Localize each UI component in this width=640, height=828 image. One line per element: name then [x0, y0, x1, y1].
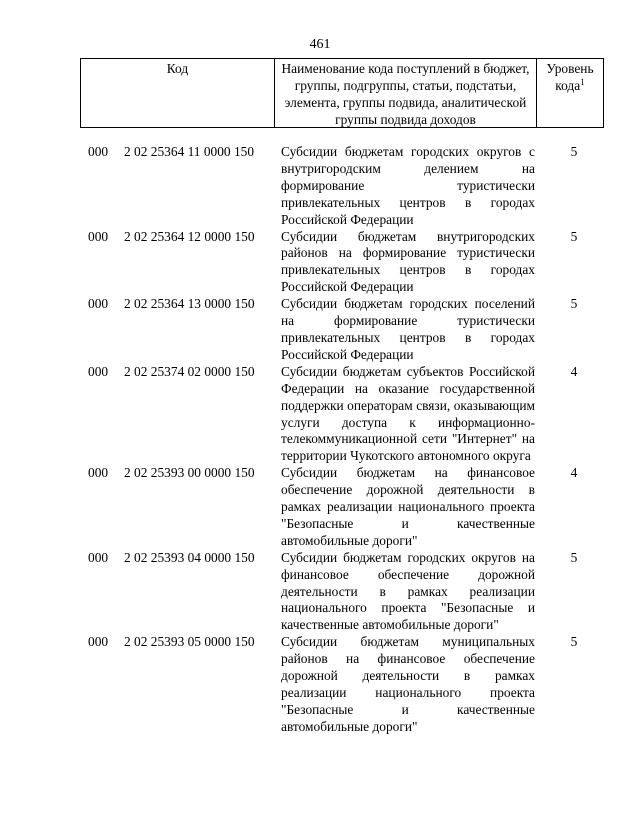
admin-code: 000: [88, 144, 109, 159]
code-level: 5: [570, 228, 578, 244]
code-level: 5: [570, 634, 578, 650]
income-name: Субсидии бюджетам городских поселений на формирование туристически привлекательных центров в городах Российской Федерации: [281, 296, 535, 362]
admin-code: 000: [88, 363, 109, 379]
header-name: Наименование кода поступлений в бюджет, группы, подгруппы, статьи, подстатьи, элемента, группы подвида, аналитической группы подвида доходов: [275, 59, 537, 127]
table-body: [0, 144, 640, 736]
income-code: 2 02 25374 02 0000 150: [124, 363, 255, 379]
income-code: 2 02 25393 00 0000 150: [124, 465, 255, 481]
table-row: [0, 296, 640, 364]
income-code: 2 02 25393 05 0000 150: [124, 634, 255, 650]
header-level-footnote: 1: [580, 76, 585, 87]
income-name: Субсидии бюджетам на финансовое обеспечение дорожной деятельности в рамках реализации национального проекта "Безопасные и качественные автомобильные дороги": [281, 465, 535, 548]
admin-code: 000: [88, 634, 109, 650]
code-level: 5: [570, 144, 578, 159]
admin-code: 000: [88, 549, 109, 565]
header-level-label: Уровень кода: [546, 61, 594, 93]
income-name: Субсидии бюджетам внутригородских районов на формирование туристически привлекательных центров в городах Российской Федерации: [281, 228, 535, 295]
income-name: Субсидии бюджетам городских округов с внутригородским делением на формирование туристически привлекательных центров в городах Российской Федерации: [281, 144, 535, 227]
income-code: 2 02 25393 04 0000 150: [124, 549, 255, 565]
income-code: 2 02 25364 12 0000 150: [124, 228, 255, 244]
table-row: [0, 229, 640, 297]
table-row: [0, 550, 640, 635]
code-level: 4: [570, 363, 578, 379]
table-row: [0, 465, 640, 550]
page-number: 461: [309, 37, 331, 52]
admin-code: 000: [88, 228, 109, 244]
table-row: [0, 364, 640, 465]
table-row: [0, 144, 640, 229]
table-row: [0, 634, 640, 735]
code-level: 4: [570, 465, 578, 481]
income-name: Субсидии бюджетам субъектов Российской Федерации на оказание государственной поддержки операторам связи, оказывающим услуги доступа к информационно-телекоммуникационной сети "Интернет" на территории Чукотского автономного округа: [281, 363, 535, 464]
header-level: [537, 59, 603, 127]
code-level: 5: [570, 549, 578, 565]
admin-code: 000: [88, 465, 109, 481]
income-code: 2 02 25364 11 0000 150: [124, 144, 255, 159]
income-code: 2 02 25364 13 0000 150: [124, 296, 255, 312]
income-name: Субсидии бюджетам муниципальных районов на финансовое обеспечение дорожной деятельности в рамках реализации национального проекта "Безопасные и качественные автомобильные дороги": [281, 634, 535, 734]
header-code: Код: [81, 59, 275, 127]
code-level: 5: [570, 296, 578, 312]
income-name: Субсидии бюджетам городских округов на финансовое обеспечение дорожной деятельности в рамках реализации национального проекта "Безопасные и качественные автомобильные дороги": [281, 549, 535, 633]
table-header: [80, 58, 604, 128]
admin-code: 000: [88, 296, 109, 312]
